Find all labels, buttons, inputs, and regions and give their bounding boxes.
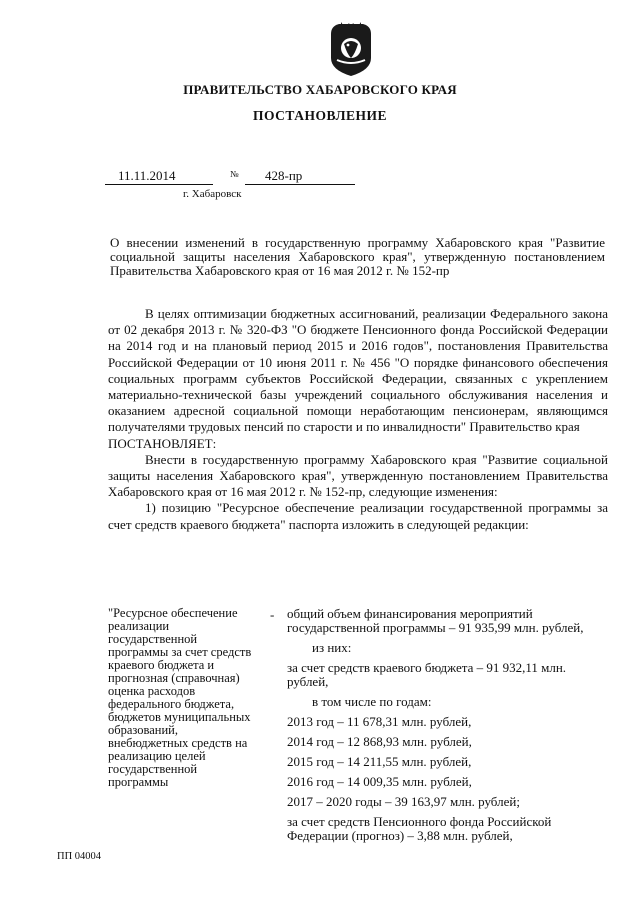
decree-body [108, 306, 608, 533]
year-2015: 2015 год – 14 211,55 млн. рублей, [287, 754, 472, 769]
amendment-paragraph: Внести в государственную программу Хабаровского края "Развитие социальной защиты населения Хабаровского края", утвержденную постановлением Правительства Хабаровского края от 16 мая 2012 г. № 152-пр, следующие изменения: [108, 451, 608, 500]
decree-title: О внесении изменений в государственную программу Хабаровского края "Развитие социальной защиты населения Хабаровского края", утвержденную постановлением Правительства Хабаровского края от 16 мая 2012 г. № 152-пр [110, 235, 605, 278]
city: г. Хабаровск [183, 188, 242, 200]
year-2013: 2013 год – 11 678,31 млн. рублей, [287, 714, 472, 729]
regional-budget: за счет средств краевого бюджета – 91 932,11 млн. рублей, [287, 660, 567, 689]
coat-of-arms-emblem [327, 20, 375, 78]
table-dash: - [270, 607, 275, 622]
total-financing: общий объем финансирования мероприятий государственной программы – 91 935,99 млн. рублей, [287, 606, 584, 635]
document-type: ПОСТАНОВЛЕНИЕ [252, 108, 388, 123]
of-which-label: из них: [312, 640, 352, 655]
item-1-paragraph: 1) позицию "Ресурсное обеспечение реализации государственной программы за счет средств краевого бюджета" паспорта изложить в следующей редакции: [108, 500, 608, 532]
year-2014: 2014 год – 12 868,93 млн. рублей, [287, 734, 472, 749]
government-name: ПРАВИТЕЛЬСТВО ХАБАРОВСКОГО КРАЯ [183, 82, 457, 97]
decree-number: 428-пр [245, 168, 355, 185]
years-2017-2020: 2017 – 2020 годы – 39 163,97 млн. рублей; [287, 794, 520, 809]
decree-date: 11.11.2014 [105, 168, 213, 185]
pension-fund: за счет средств Пенсионного фонда Российской Федерации (прогноз) – 3,88 млн. рублей, [287, 814, 552, 843]
intro-paragraph: В целях оптимизации бюджетных ассигнований, реализации Федерального закона от 02 декабря 2013 г. № 320-ФЗ "О бюджете Пенсионного фонда Российской Федерации на 2014 год и на плановый период 2015 и 2016 годов", постановления Правительства Российской Федерации от 10 июня 2011 г. № 456 "О порядке финансового обеспечения социальных программ субъектов Российской Федерации, связанных с укреплением материально-технической базы учреждений социального обслуживания населения и оказанием адресной социальной помощи неработающим пенсионерам, являющимся получателями трудовых пенсий по старости и по инвалидности" Правительство края [108, 306, 608, 435]
number-sign: № [230, 169, 239, 179]
document-code: ПП 04004 [57, 851, 102, 862]
passport-position-value [287, 607, 609, 843]
resolves-word: ПОСТАНОВЛЯЕТ: [108, 435, 217, 451]
by-years-label: в том числе по годам: [312, 694, 432, 709]
year-2016: 2016 год – 14 009,35 млн. рублей, [287, 774, 472, 789]
passport-position-label: "Ресурсное обеспечение реализации государственной программы за счет средств краевого бюджета и прогнозная (справочная) оценка расходов федерального бюджета, бюджетов муниципальных образований, внебюджетных средств на реализацию целей государственной программы [108, 606, 252, 789]
